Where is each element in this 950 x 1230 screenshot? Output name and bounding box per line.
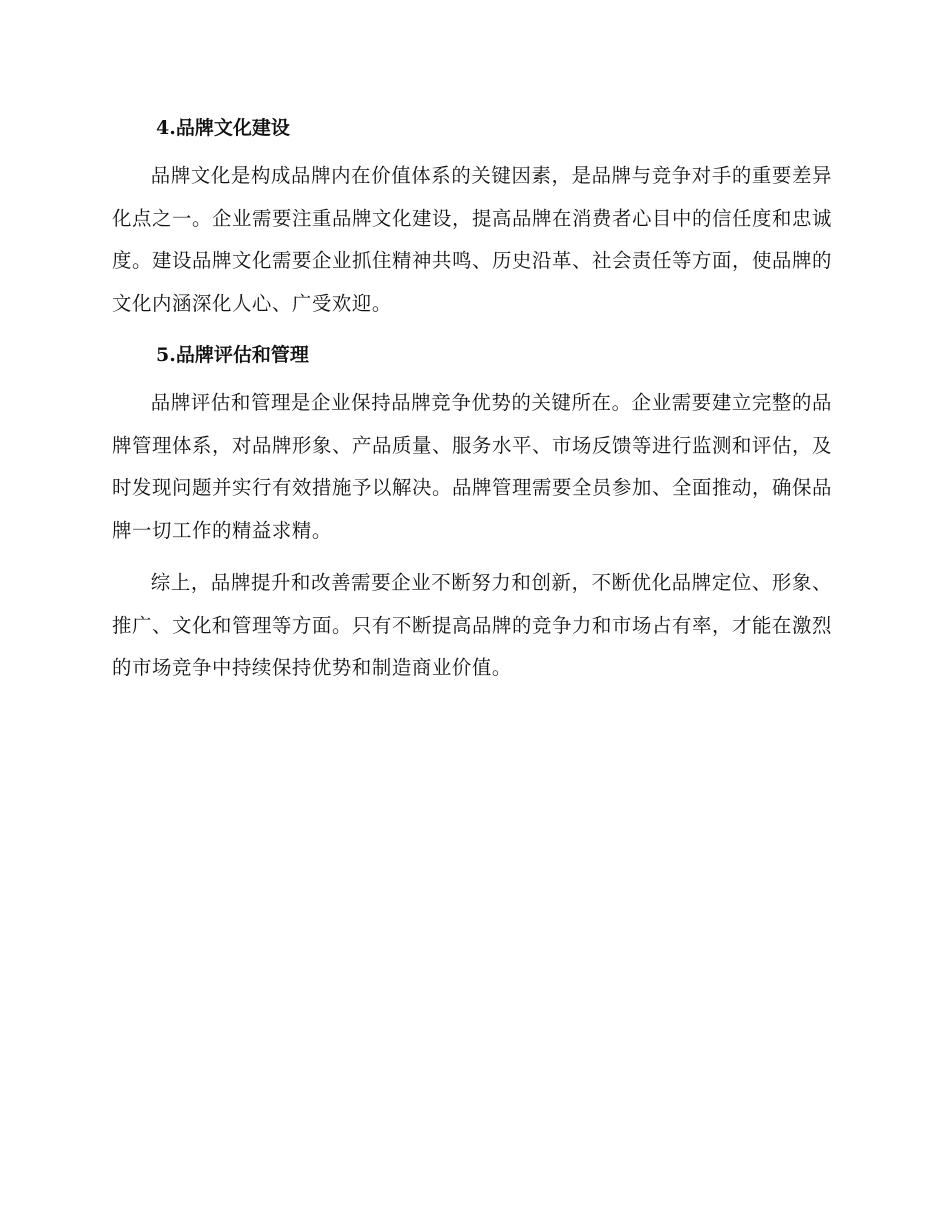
section-heading-brand-culture: 4.品牌文化建设	[156, 117, 290, 139]
section-paragraph-brand-evaluation: 品牌评估和管理是企业保持品牌竞争优势的关键所在。企业需要建立完整的品牌管理体系，对品牌形象、产品质量、服务水平、市场反馈等进行监测和评估，及时发现问题并实行有效措施予以解决。品牌管理需要全员参加、全面推动，确保品牌一切工作的精益求精。	[112, 391, 832, 542]
section-paragraph-brand-culture: 品牌文化是构成品牌内在价值体系的关键因素，是品牌与竞争对手的重要差异化点之一。企业需要注重品牌文化建设，提高品牌在消费者心目中的信任度和忠诚度。建设品牌文化需要企业抓住精神共鸣、历史沿革、社会责任等方面，使品牌的文化内涵深化人心、广受欢迎。	[112, 164, 832, 315]
document-body	[112, 108, 832, 690]
conclusion-paragraph: 综上，品牌提升和改善需要企业不断努力和创新，不断优化品牌定位、形象、推广、文化和管理等方面。只有不断提高品牌的竞争力和市场占有率，才能在激烈的市场竞争中持续保持优势和制造商业价值。	[112, 571, 832, 679]
section-heading-brand-evaluation: 5.品牌评估和管理	[156, 344, 309, 366]
